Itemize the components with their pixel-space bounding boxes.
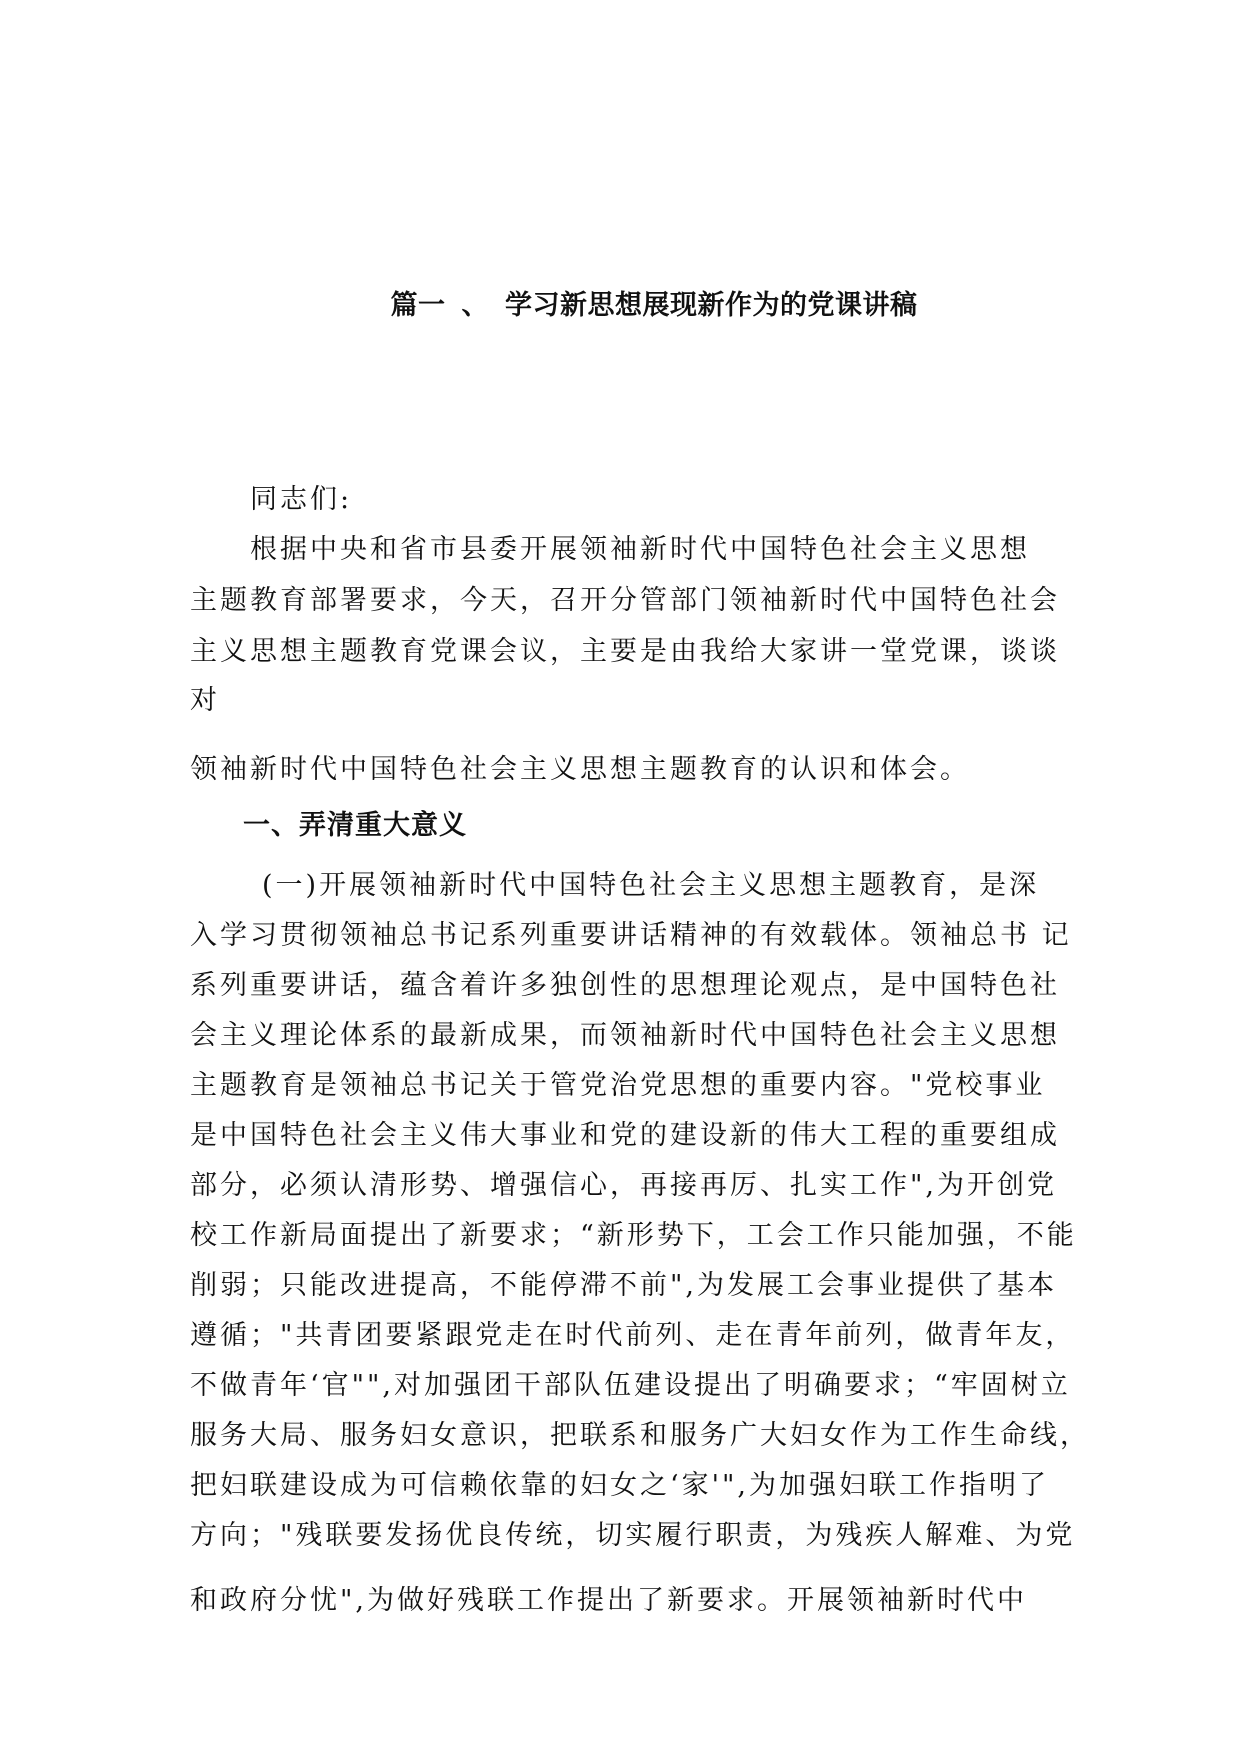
paragraph-line: 会主义理论体系的最新成果，而领袖新时代中国特色社会主义思想 (190, 1020, 1060, 1051)
paragraph-line: 遵循；"共青团要紧跟党走在时代前列、走在青年前列，做青年友， (190, 1320, 1076, 1351)
paragraph-line: 领袖新时代中国特色社会主义思想主题教育的认识和体会。 (190, 754, 970, 785)
title-prefix: 篇一 (390, 290, 446, 321)
paragraph-line: 和政府分忧",为做好残联工作提出了新要求。开展领袖新时代中 (190, 1585, 1028, 1616)
paragraph-line: 主题教育部署要求，今天，召开分管部门领袖新时代中国特色社会 (190, 585, 1060, 616)
paragraph-line: 把妇联建设成为可信赖依靠的妇女之‘家'",为加强妇联工作指明了 (190, 1470, 1050, 1501)
paragraph-line: 是中国特色社会主义伟大事业和党的建设新的伟大工程的重要组成 (190, 1120, 1060, 1151)
paragraph-line: 服务大局、服务妇女意识，把联系和服务广大妇女作为工作生命线， (190, 1420, 1090, 1451)
salutation: 同志们: (250, 484, 353, 515)
paragraph-line: 削弱；只能改进提高，不能停滞不前",为发展工会事业提供了基本 (190, 1270, 1058, 1301)
paragraph-line: (一)开展领袖新时代中国特色社会主义思想主题教育，是深 (262, 870, 1040, 901)
paragraph-line: 不做青年‘官"",对加强团干部队伍建设提出了明确要求；“牢固树立 (190, 1370, 1071, 1401)
section-heading: 一、弄清重大意义 (243, 810, 467, 841)
paragraph-line: 方向；"残联要发扬优良传统，切实履行职责，为残疾人解难、为党 (190, 1520, 1076, 1551)
paragraph-line: 校工作新局面提出了新要求；“新形势下，工会工作只能加强，不能 (190, 1220, 1077, 1251)
document-title (0, 283, 1240, 322)
title-separator: 、 (461, 290, 489, 321)
title-main: 学习新思想展现新作为的党课讲稿 (505, 290, 918, 321)
paragraph-line: 入学习贯彻领袖总书记系列重要讲话精神的有效载体。领袖总书 记 (190, 920, 1072, 951)
paragraph-line: 根据中央和省市县委开展领袖新时代中国特色社会主义思想 (250, 534, 1030, 565)
paragraph-line: 部分，必须认清形势、增强信心，再接再厉、扎实工作",为开创党 (190, 1170, 1058, 1201)
paragraph-line: 主义思想主题教育党课会议，主要是由我给大家讲一堂党课，谈谈 (190, 636, 1060, 667)
paragraph-line: 主题教育是领袖总书记关于管党治党思想的重要内容。"党校事业 (190, 1070, 1046, 1101)
paragraph-line: 系列重要讲话，蕴含着许多独创性的思想理论观点，是中国特色社 (190, 970, 1060, 1001)
paragraph-line: 对 (190, 685, 220, 716)
